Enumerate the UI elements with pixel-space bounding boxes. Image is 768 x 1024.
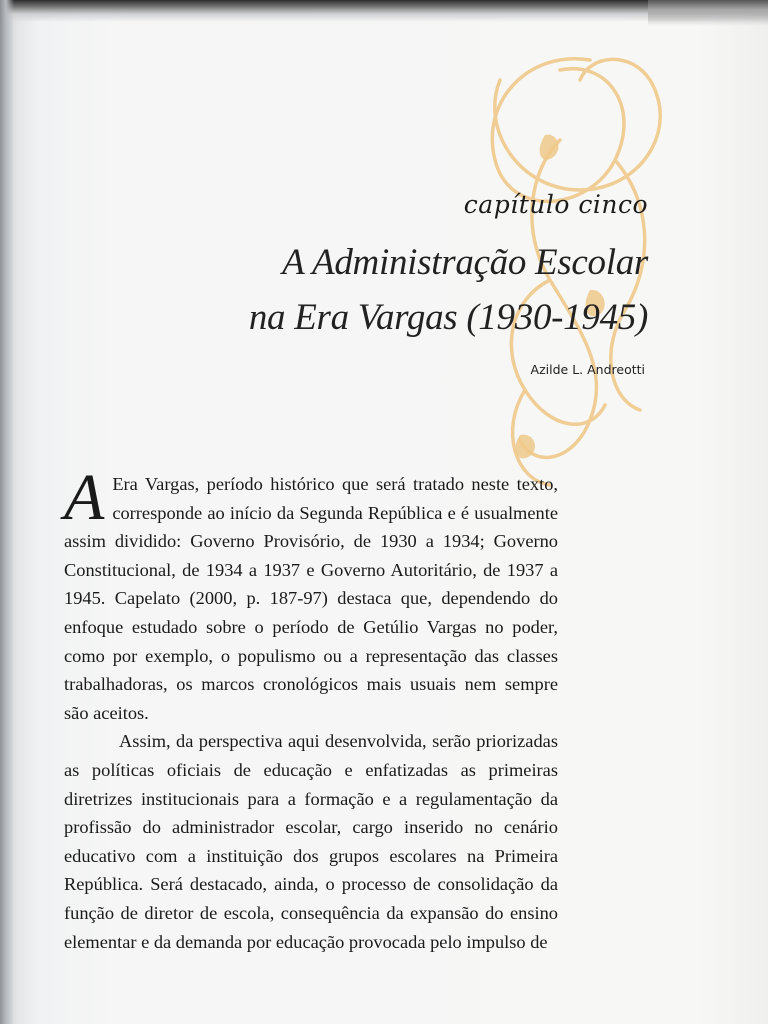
paragraph-2: Assim, da perspectiva aqui desenvolvida, serão priorizadas as políticas oficiais de educação e enfatizadas as primeiras diretrizes institucionais para a formação e a regulamentação da profissão do administrador escolar, cargo inserido no cenário educativo com a instituição dos grupos escolares na Primeira República. Será destacado, ainda, o processo de consolidação da função de diretor de escola, consequência da expansão do ensino elementar e da demanda por educação provocada pelo impulso de (64, 731, 558, 952)
book-spine-shadow (0, 0, 14, 1024)
page-top-shadow-right (648, 0, 768, 26)
chapter-title-line-2: na Era Vargas (1930-1945) (248, 297, 648, 338)
chapter-author: Azilde L. Andreotti (530, 362, 645, 377)
drop-cap: A (64, 461, 105, 534)
paragraph-1 (64, 461, 558, 727)
body-text (64, 461, 558, 956)
chapter-label: capítulo cinco (463, 190, 648, 219)
paragraph-1-text: Era Vargas, período histórico que será tratado neste texto, corresponde ao início da Segunda República e é usualmente assim dividido: Governo Provisório, de 1930 a 1934; Governo Constitucional, de 1934 a 1937 e Governo Autoritário, de 1937 a 1945. Capelato (2000, p. 187-97) destaca que, dependendo do enfoque estudado sobre o período de Getúlio Vargas no poder, como por exemplo, o populismo ou a representação das classes trabalhadoras, os marcos cronológicos mais usuais nem sempre são aceitos. (64, 474, 558, 723)
chapter-title-line-1: A Administração Escolar (282, 242, 648, 283)
